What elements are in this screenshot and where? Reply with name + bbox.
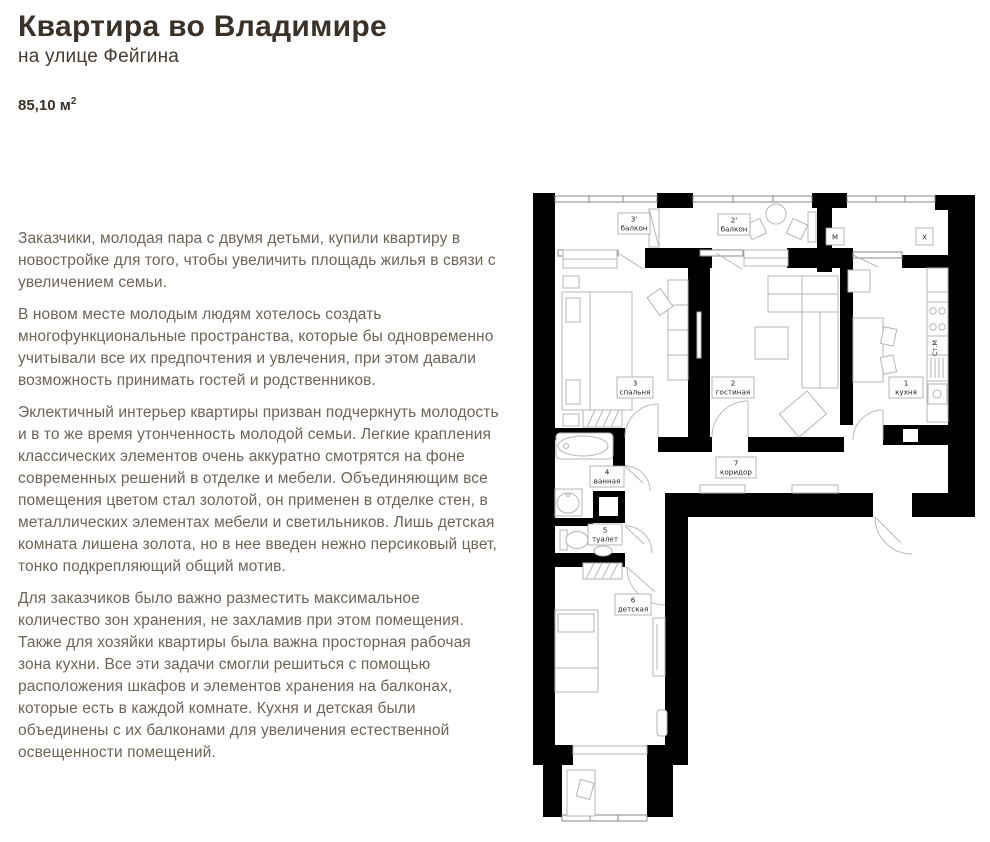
svg-text:7: 7 [733,458,739,468]
svg-text:туалет: туалет [591,534,619,544]
washing-machine-icon [927,355,948,381]
svg-text:3: 3 [632,378,638,388]
sink-icon [928,384,947,404]
svg-text:балкон: балкон [720,224,748,234]
corridor-furniture [700,485,838,493]
room-label-bath [590,466,624,487]
area-value [18,96,518,114]
appliance-label-stm [931,340,939,356]
svg-text:гостиная: гостиная [715,387,751,397]
appliance-label-x [916,228,933,245]
paragraph-4: Для заказчиков было важно разместить максимальное количество зон хранения, не захламив при этом помещения. Также для хозяйки квартиры была важна просторная рабочая зона кухни. Все эти задачи смогли решиться с помощью расположения шкафов и элементов хранения на балконах, которые есть в каждой комнате. Кухня и детская были объединены с их балконами для увеличения естественной освещенности помещений. [18,590,471,761]
paragraph-1: Заказчики, молодая пара с двумя детьми, купили квартиру в новостройке для того, чтобы увеличить площадь жилья в связи с увеличением семьи. [18,230,496,291]
armchair-icon [780,391,827,437]
svg-text:М: М [831,233,839,242]
bedroom-furniture [562,250,688,427]
counter-icon [573,746,647,754]
radiator-icon [657,710,667,736]
paragraph-2: В новом месте молодым людям хотелось создать многофункциональные пространства, которые бы одновременно учитывали все их предпочтения и увлечения, при этом давали возможность принимать гостей и родственников. [18,306,494,389]
closet-hatch-icon [583,410,622,427]
svg-text:Ст.М: Ст.М [931,340,939,356]
stove-icon [927,302,948,336]
room-label-wc [588,524,622,545]
chair-icon [880,327,896,346]
room-label-kids [615,594,651,615]
round-table-icon [766,204,786,224]
bathtub-icon [556,433,613,459]
header [18,10,518,114]
walls [533,193,975,817]
svg-text:балкон: балкон [620,223,648,233]
svg-text:6: 6 [630,595,636,605]
area-number: 85,10 м [18,97,71,114]
svg-text:коридор: коридор [720,467,752,477]
svg-text:2: 2 [730,378,736,388]
svg-text:ванная: ванная [593,476,621,486]
floor-plan [530,152,990,842]
svg-text:5: 5 [602,525,608,535]
svg-text:1: 1 [903,378,909,388]
kids-furniture [555,563,667,754]
paragraph-3: Эклектичный интерьер квартиры призван подчеркнуть молодость и в то же время утонченность молодой семьи. Легкие крапления классических элементов очень аккуратно смотрятся на фоне современных решений в отделке и мебели. Объединяющим все помещения цветом стал золотой, он применен в отделке стен, в металлических элементах мебели и светильников. Лишь детская комната лишена золота, но в нее введен нежно персиковый цвет, тонко подкрепляющий общий мотив. [18,404,499,575]
bottom-balcony-furniture [567,770,595,816]
chair-icon [786,218,807,239]
room-label-living [712,377,754,398]
appliance-label-m [826,228,844,245]
chair-icon [880,355,896,374]
tv-icon [697,312,701,358]
svg-text:кухня: кухня [895,387,917,397]
dining-table-icon [853,318,883,382]
svg-text:4: 4 [604,467,610,477]
page-subtitle: на улице Фейгина [18,46,180,67]
room-label-balcony2 [718,214,750,235]
closet-hatch-icon [583,563,622,579]
svg-text:2': 2' [730,215,738,225]
room-label-kitchen [889,377,923,398]
area-superscript: 2 [70,96,77,107]
coffee-table-icon [755,327,788,359]
balcony3-furniture [649,209,659,247]
small-sink-icon [594,546,612,556]
room-label-corridor [716,457,756,478]
svg-text:спальня: спальня [619,387,651,397]
room-label-bedroom [617,377,653,398]
svg-text:Х: Х [922,233,927,242]
svg-text:детская: детская [617,604,649,614]
living-furniture [697,276,838,437]
svg-text:3': 3' [630,214,638,224]
description-text [18,228,500,774]
room-label-balcony3 [618,213,650,234]
page-title: Квартира во Владимире [18,10,387,43]
